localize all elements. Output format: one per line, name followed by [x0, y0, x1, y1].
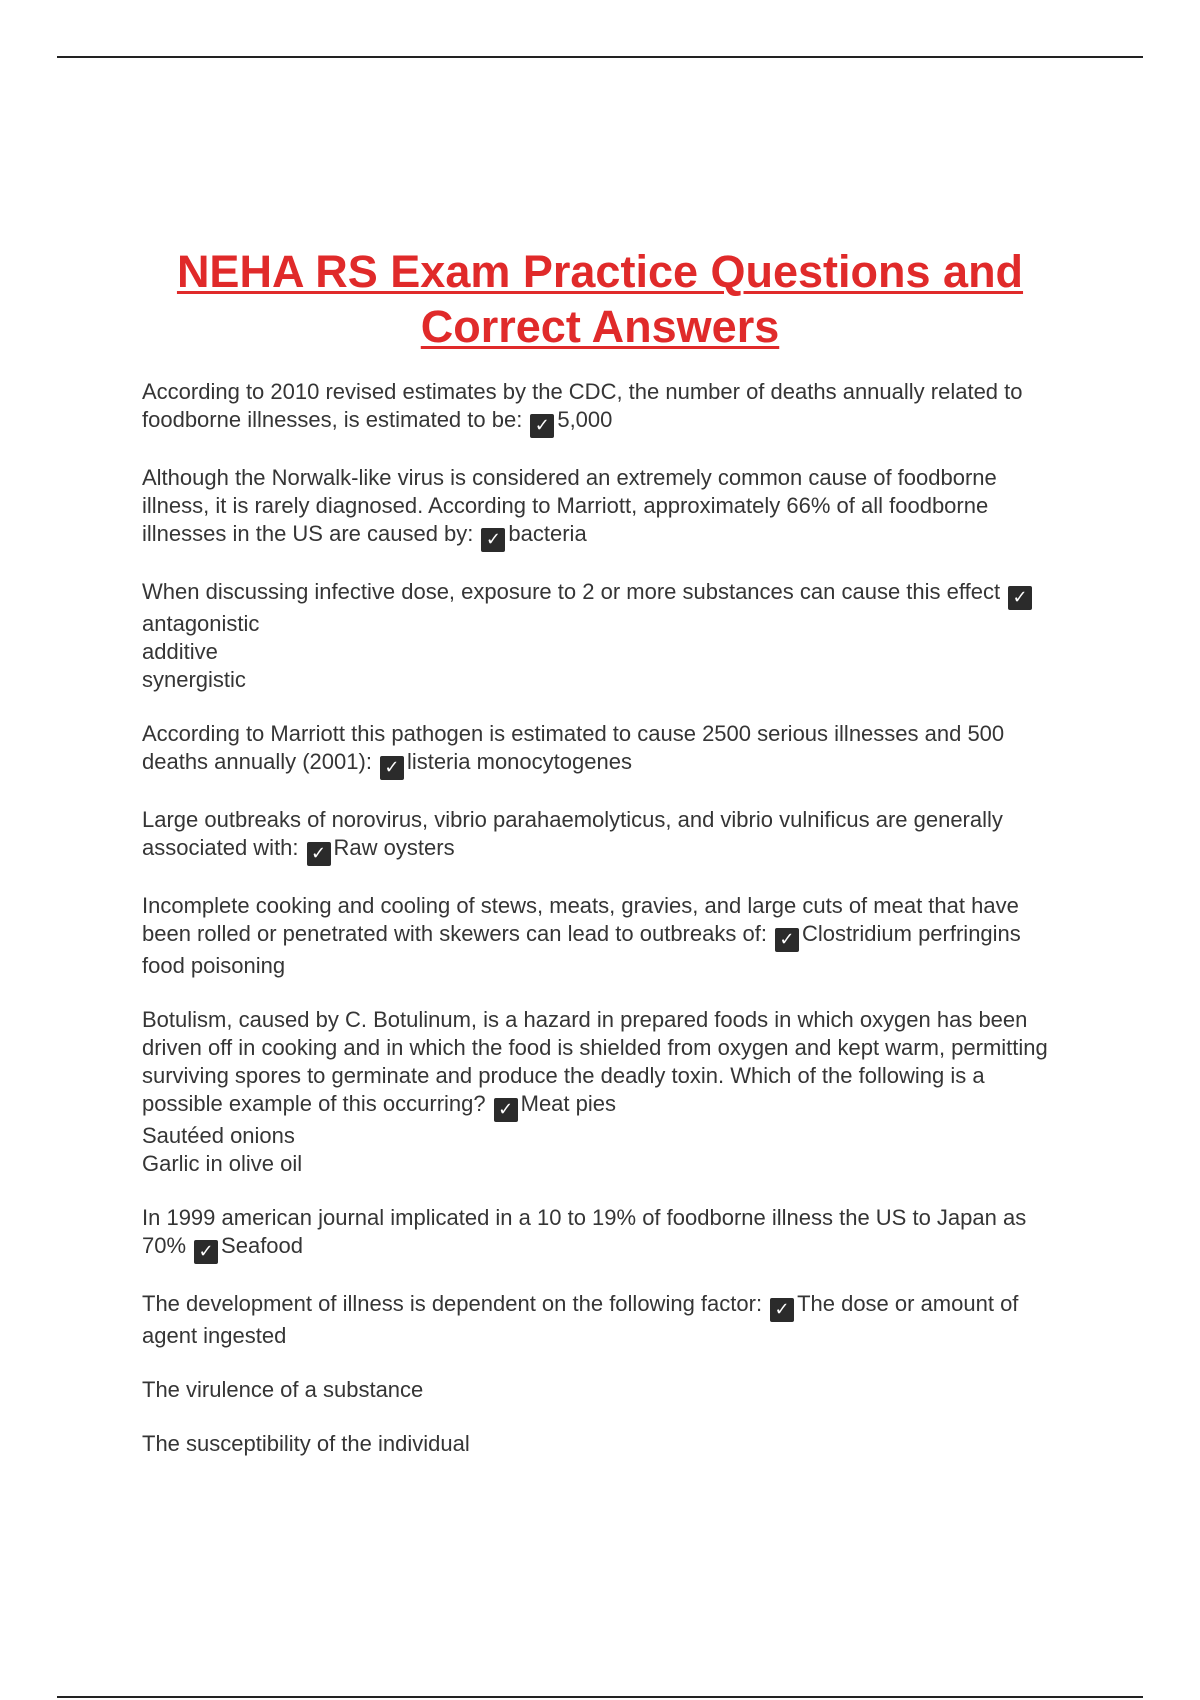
qa-item-7: [142, 1006, 1062, 1178]
qa-item-6: [142, 892, 1062, 980]
answer-text: bacteria: [508, 521, 587, 546]
qa-item-5: [142, 806, 1062, 866]
qa-item-1: [142, 378, 1062, 438]
checkmark-icon: ✓: [1008, 586, 1032, 610]
option-text: The susceptibility of the individual: [142, 1431, 470, 1456]
qa-item-9: [142, 1290, 1062, 1458]
qa-item-3: [142, 578, 1062, 694]
answer-text: 5,000: [557, 407, 613, 432]
top-rule: [57, 56, 1143, 58]
checkmark-icon: ✓: [494, 1098, 518, 1122]
question-text: Botulism, caused by C. Botulinum, is a hazard in prepared foods in which oxygen has been driven off in cooking and in which the food is shielded from oxygen and kept warm, permitting surviving spores to germinate and produce the deadly toxin. Which of the following is a possible example of this occurring?: [142, 1007, 1048, 1116]
qa-text: [142, 378, 1062, 438]
qa-text: [142, 1204, 1062, 1264]
answer-text: listeria monocytogenes: [406, 749, 632, 774]
checkmark-icon: ✓: [194, 1240, 218, 1264]
question-text: Although the Norwalk-like virus is considered an extremely common cause of foodborne illness, it is rarely diagnosed. According to Marriott, approximately 66% of all foodborne illnesses in the US are caused by:: [142, 465, 997, 546]
question-text: The development of illness is dependent on the following factor:: [142, 1291, 763, 1316]
qa-item-8: [142, 1204, 1062, 1264]
checkmark-icon: ✓: [770, 1298, 794, 1322]
question-text: In 1999 american journal implicated in a 10 to 19% of foodborne illness the US to Japan as 70%: [142, 1205, 1027, 1258]
qa-list: [142, 378, 1062, 1484]
qa-text: [142, 578, 1062, 638]
option-text: Sautéed onions: [142, 1123, 295, 1148]
qa-text: [142, 464, 1062, 552]
question-text: According to 2010 revised estimates by the CDC, the number of deaths annually related to foodborne illnesses, is estimated to be:: [142, 379, 1023, 432]
qa-text: [142, 1006, 1062, 1122]
option-text: additive: [142, 639, 218, 664]
question-text: When discussing infective dose, exposure to 2 or more substances can cause this effect: [142, 579, 1001, 604]
answer-text: Seafood: [221, 1233, 304, 1258]
qa-item-2: [142, 464, 1062, 552]
title-line-2: Correct Answers: [420, 301, 780, 352]
checkmark-icon: ✓: [530, 414, 554, 438]
answer-text: antagonistic: [142, 611, 260, 636]
checkmark-icon: ✓: [307, 842, 331, 866]
checkmark-icon: ✓: [481, 528, 505, 552]
checkmark-icon: ✓: [380, 756, 404, 780]
question-text: According to Marriott this pathogen is estimated to cause 2500 serious illnesses and 500 deaths annually (2001):: [142, 721, 1005, 774]
document-title: [100, 244, 1100, 354]
checkmark-icon: ✓: [775, 928, 799, 952]
qa-text: [142, 806, 1062, 866]
answer-text: Clostridium perfringins food poisoning: [142, 921, 1021, 978]
option-text: Garlic in olive oil: [142, 1151, 303, 1176]
bottom-rule: [57, 1696, 1143, 1698]
question-text: Incomplete cooking and cooling of stews, meats, gravies, and large cuts of meat that have been rolled or penetrated with skewers can lead to outbreaks of:: [142, 893, 1019, 946]
qa-text: [142, 1290, 1062, 1350]
answer-text: Raw oysters: [333, 835, 455, 860]
qa-item-4: [142, 720, 1062, 780]
title-line-1: NEHA RS Exam Practice Questions and: [176, 246, 1024, 297]
answer-text: The dose or amount of agent ingested: [142, 1291, 1019, 1348]
answer-text: Meat pies: [520, 1091, 617, 1116]
qa-text: [142, 892, 1062, 980]
option-text: The virulence of a substance: [142, 1377, 424, 1402]
question-text: Large outbreaks of norovirus, vibrio parahaemolyticus, and vibrio vulnificus are generally associated with:: [142, 807, 1003, 860]
qa-text: [142, 720, 1062, 780]
option-text: synergistic: [142, 667, 246, 692]
